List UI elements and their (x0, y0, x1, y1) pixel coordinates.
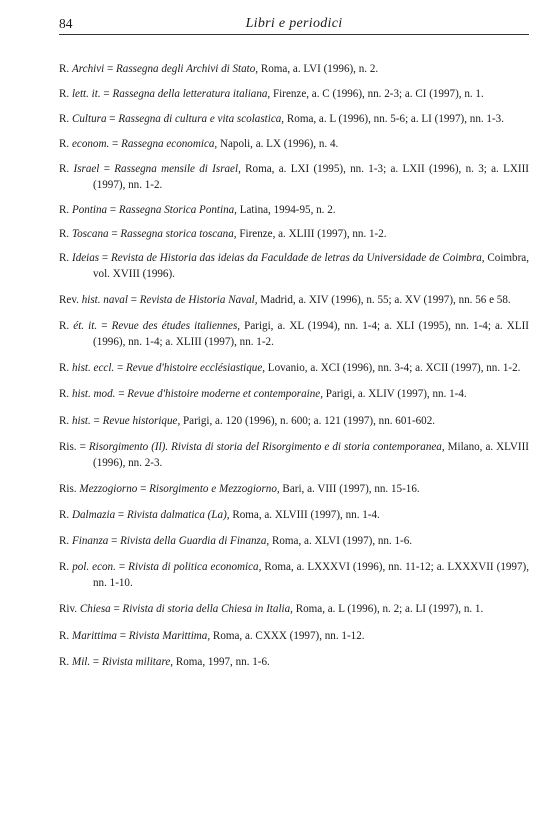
entry-abbreviation: Marittima (71, 630, 117, 642)
entry-title: Revista de Historia Naval, (139, 294, 258, 306)
entry-equals: = (90, 415, 103, 427)
entry-equals: = (79, 441, 89, 453)
entry-siglum: R. (59, 630, 70, 642)
entry-abbreviation: hist. (71, 415, 91, 427)
entry-abbreviation: hist. naval (81, 294, 128, 306)
entry-equals: = (106, 113, 119, 125)
entry-details: Roma, a. XLVI (1997), nn. 1-6. (269, 535, 413, 547)
entry-abbreviation: pol. econ. (72, 561, 116, 573)
entry-siglum: R. (59, 252, 70, 264)
entry-siglum: Rev. (59, 294, 79, 306)
entry-equals: = (127, 294, 140, 306)
entry-title: Rivista militare, (101, 656, 174, 668)
entry-abbreviation: Pontina (71, 204, 108, 216)
entry-details: Roma, a. LXI (1995), nn. 1-3; a. LXII (1996), n. 3; a. LXIII (1997), nn. 1-2. (93, 163, 530, 191)
entry-details: Roma, 1997, nn. 1-6. (173, 656, 270, 668)
list-item (59, 226, 529, 242)
entry-siglum: R. (59, 561, 70, 573)
entry-abbreviation: Cultura (71, 113, 107, 125)
entry-siglum: R. (59, 415, 70, 427)
page-header (59, 16, 529, 35)
entry-abbreviation: Archivi (71, 63, 105, 75)
entry-siglum: R. (59, 138, 70, 150)
entry-title: Rivista dalmatica (La), (126, 509, 230, 521)
entry-siglum: R. (59, 228, 70, 240)
entry-title: Revue d'histoire ecclésiastique, (125, 362, 266, 374)
entry-details: Bari, a. VIII (1997), nn. 15-16. (279, 483, 420, 495)
entry-title: Revue d'histoire moderne et contemporaine, (127, 388, 323, 400)
entry-abbreviation: hist. mod. (71, 388, 116, 400)
entry-details: Firenze, a. XLIII (1997), nn. 1-2. (236, 228, 387, 240)
entry-equals: = (116, 630, 129, 642)
entry-title: Rassegna di cultura e vita scolastica, (118, 113, 285, 125)
entry-siglum: R. (59, 509, 70, 521)
entry-title: Revue des études italiennes, (111, 320, 241, 332)
entry-equals: = (104, 63, 117, 75)
entry-equals: = (114, 362, 126, 374)
list-item (59, 161, 529, 193)
entry-equals: = (108, 228, 121, 240)
list-item (59, 250, 529, 282)
entry-siglum: R. (59, 204, 70, 216)
list-item (59, 111, 529, 127)
entry-details: Parigi, a. XLIV (1997), nn. 1-4. (323, 388, 467, 400)
entry-equals: = (108, 535, 121, 547)
list-item (59, 654, 529, 670)
entry-title: Risorgimento (Il). Rivista di storia del Risorgimento e di storia contemporanea, (88, 441, 445, 453)
entry-title: Rassegna della letteratura italiana, (112, 88, 271, 100)
entry-details: Roma, a. LXXXVI (1996), nn. 11-12; a. LXXXVII (1997), nn. 1-10. (93, 561, 529, 589)
entry-equals: = (115, 509, 127, 521)
entry-abbreviation: hist. eccl. (71, 362, 115, 374)
entry-abbreviation: Ideias (72, 252, 100, 264)
list-item (59, 439, 529, 471)
entry-siglum: Ris. (59, 483, 77, 495)
entry-details: Roma, a. XLVIII (1997), nn. 1-4. (229, 509, 380, 521)
abbreviation-list (59, 52, 529, 670)
entry-equals: = (115, 561, 129, 573)
entry-details: Firenze, a. C (1996), nn. 2-3; a. CI (1997), n. 1. (270, 88, 484, 100)
entry-siglum: R. (59, 388, 70, 400)
entry-equals: = (90, 656, 102, 668)
running-title: Libri e periodici (245, 16, 343, 31)
entry-siglum: R. (59, 320, 70, 332)
entry-abbreviation: Israel (73, 163, 100, 175)
entry-equals: = (115, 388, 128, 400)
entry-details: Roma, a. L (1996), n. 2; a. LI (1997), n. 1. (292, 603, 484, 615)
entry-title: Rassegna degli Archivi di Stato, (116, 63, 259, 75)
list-item (59, 628, 529, 644)
list-item (59, 481, 529, 497)
entry-details: Madrid, a. XIV (1996), n. 55; a. XV (1997), nn. 56 e 58. (257, 294, 511, 306)
entry-abbreviation: Toscana (71, 228, 109, 240)
entry-abbreviation: econom. (71, 138, 110, 150)
entry-equals: = (110, 603, 123, 615)
entry-details: Coimbra, vol. XVIII (1996). (93, 252, 529, 280)
entry-title: Rassegna storica toscana, (120, 228, 237, 240)
entry-title: Rivista di politica economica, (128, 561, 262, 573)
entry-abbreviation: Mil. (71, 656, 91, 668)
entry-siglum: R. (59, 113, 70, 125)
entry-details: Napoli, a. LX (1996), n. 4. (217, 138, 339, 150)
entry-details: Parigi, a. 120 (1996), n. 600; a. 121 (1997), nn. 601-602. (180, 415, 436, 427)
entry-title: Revue historique, (102, 415, 181, 427)
entry-details: Latina, 1994-95, n. 2. (236, 204, 336, 216)
entry-title: Rassegna economica, (121, 138, 218, 150)
entry-siglum: R. (59, 88, 70, 100)
entry-siglum: R. (59, 535, 70, 547)
entry-details: Roma, a. CXXX (1997), nn. 1-12. (210, 630, 365, 642)
entry-siglum: R. (59, 163, 70, 175)
entry-abbreviation: ét. it. (73, 320, 98, 332)
entry-title: Rivista Marittima, (128, 630, 211, 642)
list-item (59, 601, 529, 617)
list-item (59, 292, 529, 308)
list-item (59, 507, 529, 523)
list-item (59, 136, 529, 152)
list-item (59, 386, 529, 402)
entry-abbreviation: lett. it. (71, 88, 101, 100)
list-item (59, 61, 529, 77)
entry-siglum: R. (59, 362, 70, 374)
page-number: 84 (59, 16, 73, 31)
entry-title: Rivista della Guardia di Finanza, (120, 535, 270, 547)
entry-siglum: Riv. (59, 603, 78, 615)
entry-abbreviation: Dalmazia (71, 509, 116, 521)
list-item (59, 360, 529, 376)
entry-abbreviation: Chiesa (79, 603, 111, 615)
entry-title: Revista de Historia das ideias da Faculdade de letras da Universidade de Coimbra, (111, 252, 485, 264)
list-item (59, 202, 529, 218)
entry-equals: = (97, 320, 112, 332)
entry-siglum: Ris. (59, 441, 77, 453)
entry-title: Risorgimento e Mezzogiorno, (149, 483, 280, 495)
entry-abbreviation: Mezzogiorno (79, 483, 138, 495)
entry-details: Roma, a. LVI (1996), n. 2. (258, 63, 379, 75)
entry-abbreviation: Finanza (71, 535, 109, 547)
entry-details: Roma, a. L (1996), nn. 5-6; a. LI (1997), nn. 1-3. (284, 113, 504, 125)
entry-equals: = (99, 252, 112, 264)
entry-details: Milano, a. XLVIII (1996), nn. 2-3. (93, 441, 530, 469)
entry-equals: = (109, 138, 122, 150)
list-item (59, 559, 529, 591)
entry-siglum: R. (59, 63, 70, 75)
entry-siglum: R. (59, 656, 70, 668)
entry-title: Rassegna mensile di Israel, (114, 163, 241, 175)
list-item (59, 86, 529, 102)
list-item (59, 533, 529, 549)
entry-equals: = (137, 483, 150, 495)
entry-details: Lovanio, a. XCI (1996), nn. 3-4; a. XCII (1997), nn. 1-2. (265, 362, 521, 374)
entry-title: Rassegna Storica Pontina, (118, 204, 237, 216)
entry-equals: = (100, 88, 113, 100)
list-item (59, 413, 529, 429)
entry-details: Parigi, a. XL (1994), nn. 1-4; a. XLI (1995), nn. 1-4; a. XLII (1996), nn. 1-4; a. XLIII (1997), nn. 1-2. (93, 320, 529, 348)
entry-title: Rivista di storia della Chiesa in Italia, (122, 603, 293, 615)
list-item (59, 318, 529, 350)
entry-equals: = (99, 163, 115, 175)
entry-equals: = (107, 204, 119, 216)
